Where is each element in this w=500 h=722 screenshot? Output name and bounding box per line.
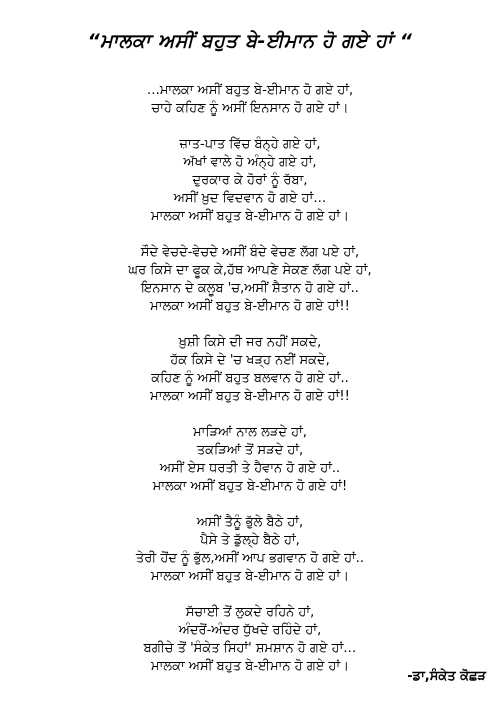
- poem-line: ਦੁਰਕਾਰ ਕੇ ਹੋਰਾਂ ਨੂੰ ਰੱਬਾ,: [192, 173, 308, 188]
- poem-line: ਮਾਲਕਾ ਅਸੀਂ ਬਹੁਤ ਬੇ-ਈਮਾਨ ਹੋ ਗਏ ਹਾਂ!: [152, 479, 348, 494]
- poem-line: ਜ਼ਾਤ-ਪਾਤ ਵਿੱਚ ਬੰਨ੍ਹੇ ਗਏ ਹਾਂ,: [179, 137, 321, 152]
- poem-line: …ਮਾਲਕਾ ਅਸੀਂ ਬਹੁਤ ਬੇ-ਈਮਾਨ ਹੋ ਗਏ ਹਾਂ,: [146, 83, 354, 98]
- poem-line: ਮਾਲਕਾ ਅਸੀਂ ਬਹੁਤ ਬੇ-ਈਮਾਨ ਹੋ ਗਏ ਹਾਂ।: [151, 209, 349, 224]
- poem-line: ਮਾਲਕਾ ਅਸੀਂ ਬਹੁਤ ਬੇ-ਈਮਾਨ ਹੋ ਗਏ ਹਾਂ!!: [150, 389, 350, 404]
- poem-line: ਮਾੜਿਆਂ ਨਾਲ ਲੜਦੇ ਹਾਂ,: [193, 425, 307, 440]
- poem-line: ਪੈਸੇ ਤੇ ਡੁੱਲ੍ਹੇ ਬੈਠੇ ਹਾਂ,: [200, 533, 300, 548]
- stanza-4: [0, 334, 500, 406]
- poem-line: ਮਾਲਕਾ ਅਸੀਂ ਬਹੁਤ ਬੇ-ਈਮਾਨ ਹੋ ਗਏ ਹਾਂ।: [151, 659, 349, 674]
- poem-line: ਅੱਖਾਂ ਵਾਲੇ ਹੋ ਅੰਨ੍ਹੇ ਗਏ ਹਾਂ,: [183, 155, 317, 170]
- poem-line: ਘਰ ਕਿਸੇ ਦਾ ਫੂਕ ਕੇ,ਹੱਥ ਆਪਣੇ ਸੇਕਣ ਲੱਗ ਪਏ ਹਾਂ,: [128, 263, 372, 278]
- poem-line: ਅੰਦਰੋਂ-ਅੰਦਰ ਧੁੱਖਦੇ ਰਹਿੰਦੇ ਹਾਂ,: [178, 623, 322, 638]
- poem-line: ਮਾਲਕਾ ਅਸੀਂ ਬਹੁਤ ਬੇ-ਈਮਾਨ ਹੋ ਗਏ ਹਾਂ!!: [150, 299, 350, 314]
- poem-line: ਕਹਿਣ ਨੂੰ ਅਸੀਂ ਬਹੁਤ ਬਲਵਾਨ ਹੋ ਗਏ ਹਾਂ..: [151, 371, 349, 386]
- stanza-7: [0, 604, 500, 676]
- stanza-5: [0, 424, 500, 496]
- poem-line: ਅਸੀਂ ਤੈਨੂੰ ਭੁੱਲੇ ਬੈਠੇ ਹਾਂ,: [196, 515, 304, 530]
- poem-line: ਇਨਸਾਨ ਦੇ ਕਲੂਬ 'ਚ,ਅਸੀਂ ਸ਼ੈਤਾਨ ਹੋ ਗਏ ਹਾਂ..: [141, 281, 359, 296]
- poem-line: ਅਸੀਂ ਖ਼ੁਦ ਵਿਦਵਾਨ ਹੋ ਗਏ ਹਾਂ…: [173, 191, 327, 206]
- poem-line: ਤਕੜਿਆਂ ਤੋਂ ਸੜਦੇ ਹਾਂ,: [196, 443, 304, 458]
- stanza-2: [0, 136, 500, 226]
- poem-line: ਚਾਹੇ ਕਹਿਣ ਨੂੰ ਅਸੀਂ ਇਨਸਾਨ ਹੋ ਗਏ ਹਾਂ।: [151, 101, 349, 116]
- poem-line: ਹੱਕ ਕਿਸੇ ਦੇ 'ਚ ਖੜ੍ਹ ਨਈਂ ਸਕਦੇ,: [170, 353, 330, 368]
- poem-body: [0, 82, 500, 694]
- stanza-3: [0, 244, 500, 316]
- stanza-6: [0, 514, 500, 586]
- poem-line: ਸੌਦੇ ਵੇਚਦੇ-ਵੇਚਦੇ ਅਸੀਂ ਬੰਦੇ ਵੇਚਣ ਲੱਗ ਪਏ ਹਾਂ,: [140, 245, 360, 260]
- poem-line: ਖ਼ੁਸ਼ੀ ਕਿਸੇ ਦੀ ਜਰ ਨਹੀਂ ਸਕਦੇ,: [178, 335, 322, 350]
- stanza-1: [0, 82, 500, 118]
- poem-line: ਸੱਚਾਈ ਤੋਂ ਲੁਕਦੇ ਰਹਿਨੇ ਹਾਂ,: [185, 605, 315, 620]
- poem-line: ਬਗੀਚੇ ਤੋਂ 'ਸੰਕੇਤ ਸਿਹਾਂ' ਸ਼ਮਸ਼ਾਨ ਹੋ ਗਏ ਹਾਂ…: [143, 641, 357, 656]
- poem-title: “ਮਾਲਕਾ ਅਸੀਂ ਬਹੁਤ ਬੇ-ਈਮਾਨ ਹੋ ਗਏ ਹਾਂ “: [87, 30, 413, 52]
- poem-line: ਅਸੀਂ ਏਸ ਧਰਤੀ ਤੇ ਹੈਵਾਨ ਹੋ ਗਏ ਹਾਂ..: [159, 461, 341, 476]
- poem-line: ਮਾਲਕਾ ਅਸੀਂ ਬਹੁਤ ਬੇ-ਈਮਾਨ ਹੋ ਗਏ ਹਾਂ।: [151, 569, 349, 584]
- poem-line: ਤੇਰੀ ਹੋਂਦ ਨੂੰ ਭੁੱਲ,ਅਸੀਂ ਆਪ ਭਗਵਾਨ ਹੋ ਗਏ ਹਾਂ..: [135, 551, 365, 566]
- author-signature: -ਡਾ,ਸੰਕੇਤ ਕੋਛੜ: [407, 669, 486, 684]
